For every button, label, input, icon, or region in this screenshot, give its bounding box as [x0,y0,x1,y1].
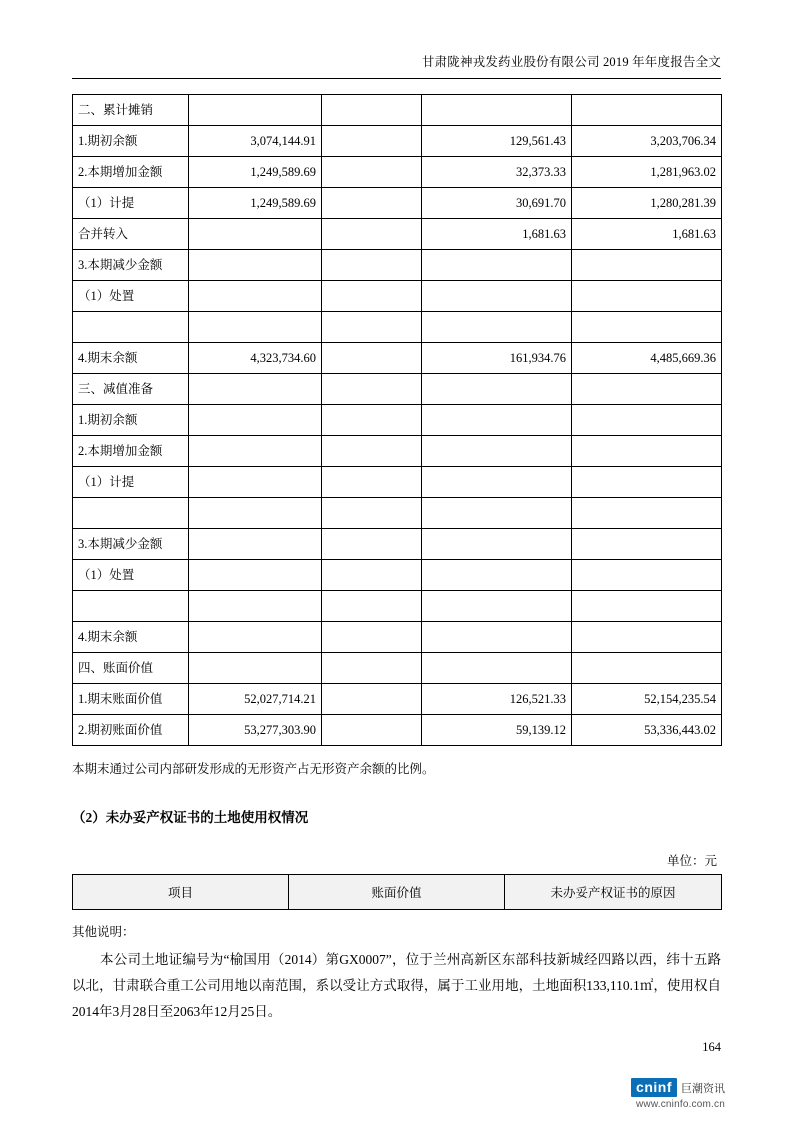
cell-value [322,95,422,126]
row-label: （1）计提 [73,188,189,219]
cell-value: 1,281,963.02 [572,157,722,188]
land-use-right-table [72,874,722,910]
column-header-item: 项目 [73,875,289,910]
row-label: 3.本期减少金额 [73,250,189,281]
cell-value: 4,485,669.36 [572,343,722,374]
cell-value [189,405,322,436]
cell-value [322,498,422,529]
table-row [73,591,722,622]
cell-value [322,622,422,653]
cell-value [422,498,572,529]
page-content [72,94,721,1025]
cell-value [189,436,322,467]
table-row [73,498,722,529]
cell-value [422,436,572,467]
cell-value [322,529,422,560]
table-row [73,715,722,746]
cell-value: 3,074,144.91 [189,126,322,157]
row-label: 四、账面价值 [73,653,189,684]
cell-value [189,622,322,653]
cell-value [572,281,722,312]
cell-value: 30,691.70 [422,188,572,219]
cell-value [572,591,722,622]
page-header: 甘肃陇神戎发药业股份有限公司 2019 年年度报告全文 [421,55,721,69]
intangible-assets-table [72,94,722,746]
cell-value [422,405,572,436]
cell-value [572,405,722,436]
cell-value [189,467,322,498]
cell-value [322,467,422,498]
table-row [73,188,722,219]
cell-value [189,498,322,529]
cell-value [322,653,422,684]
table-row [73,95,722,126]
cell-value [322,312,422,343]
table-row [73,436,722,467]
logo-url: www.cninfo.com.cn [636,1099,725,1110]
cell-value [322,436,422,467]
cell-value [572,653,722,684]
row-label: 4.期末余额 [73,622,189,653]
logo-chinese-label: 巨潮资讯 [681,1082,725,1095]
cell-value [572,467,722,498]
table-row [73,374,722,405]
cell-value [322,715,422,746]
header-divider [72,78,721,79]
cell-value [189,250,322,281]
cell-value [189,219,322,250]
cell-value [572,374,722,405]
row-label: （1）处置 [73,560,189,591]
cell-value [189,374,322,405]
row-label [73,312,189,343]
cell-value: 1,681.63 [572,219,722,250]
cell-value [189,95,322,126]
table-row [73,281,722,312]
table-row [73,684,722,715]
cell-value [322,250,422,281]
row-label: 1.期初余额 [73,405,189,436]
cell-value: 53,336,443.02 [572,715,722,746]
table-row [73,529,722,560]
table-row [73,312,722,343]
table-row [73,343,722,374]
table-row [73,126,722,157]
table-row [73,157,722,188]
cell-value [422,312,572,343]
row-label: 2.期初账面价值 [73,715,189,746]
cell-value: 52,154,235.54 [572,684,722,715]
cell-value [322,126,422,157]
cell-value [189,281,322,312]
cell-value: 1,681.63 [422,219,572,250]
cell-value [189,560,322,591]
table-row [73,622,722,653]
cell-value [322,374,422,405]
cell-value [422,622,572,653]
cell-value [422,95,572,126]
cell-value [322,157,422,188]
cell-value: 1,249,589.69 [189,157,322,188]
logo-row [631,1078,725,1097]
row-label: 二、累计摊销 [73,95,189,126]
cell-value: 126,521.33 [422,684,572,715]
page-number: 164 [702,1040,721,1054]
cell-value [322,560,422,591]
cell-value [322,405,422,436]
row-label: 4.期末余额 [73,343,189,374]
section-subheading: （2）未办妥产权证书的土地使用权情况 [72,810,309,825]
cell-value [322,188,422,219]
cell-value: 52,027,714.21 [189,684,322,715]
cell-value [422,653,572,684]
cell-value: 161,934.76 [422,343,572,374]
row-label [73,498,189,529]
cell-value: 3,203,706.34 [572,126,722,157]
cell-value [572,560,722,591]
unit-label: 单位：元 [666,854,717,868]
other-notes-label: 其他说明： [72,925,135,939]
row-label: （1）处置 [73,281,189,312]
cell-value [189,312,322,343]
table-row [73,219,722,250]
table-note: 本期末通过公司内部研发形成的无形资产占无形资产余额的比例。 [72,762,435,776]
cell-value: 53,277,303.90 [189,715,322,746]
cell-value [322,684,422,715]
cell-value: 32,373.33 [422,157,572,188]
table-row [73,250,722,281]
table-row [73,467,722,498]
cell-value: 129,561.43 [422,126,572,157]
row-label: 1.期末账面价值 [73,684,189,715]
cell-value: 1,280,281.39 [572,188,722,219]
cell-value [422,529,572,560]
cell-value: 59,139.12 [422,715,572,746]
footer-logo [631,1078,725,1110]
column-header-reason: 未办妥产权证书的原因 [505,875,722,910]
other-notes-paragraph: 本公司土地证编号为“榆国用（2014）第GX0007”，位于兰州高新区东部科技新城经四路以西，纬十五路以北，甘肃联合重工公司用地以南范围，系以受让方式取得，属于工业用地，土地面积133,110.1㎡，使用权自2014年3月28日至2063年12月25日。 [72,952,721,1019]
row-label [73,591,189,622]
table-row [73,405,722,436]
cell-value [189,591,322,622]
cell-value: 4,323,734.60 [189,343,322,374]
cell-value [572,529,722,560]
cell-value [572,95,722,126]
cell-value [322,591,422,622]
cell-value [189,653,322,684]
cninfo-logo-icon: cninf [631,1078,677,1097]
cell-value [422,560,572,591]
cell-value [322,343,422,374]
table-row [73,653,722,684]
table-row [73,560,722,591]
row-label: 3.本期减少金额 [73,529,189,560]
cell-value [422,250,572,281]
cell-value [572,436,722,467]
cell-value: 1,249,589.69 [189,188,322,219]
row-label: （1）计提 [73,467,189,498]
cell-value [572,622,722,653]
cell-value [189,529,322,560]
row-label: 三、减值准备 [73,374,189,405]
cell-value [322,219,422,250]
cell-value [322,281,422,312]
cell-value [572,312,722,343]
cell-value [572,498,722,529]
column-header-book-value: 账面价值 [289,875,505,910]
table-row [73,875,722,910]
row-label: 2.本期增加金额 [73,157,189,188]
cell-value [422,374,572,405]
row-label: 1.期初余额 [73,126,189,157]
cell-value [422,467,572,498]
cell-value [422,591,572,622]
row-label: 2.本期增加金额 [73,436,189,467]
cell-value [572,250,722,281]
cell-value [422,281,572,312]
row-label: 合并转入 [73,219,189,250]
